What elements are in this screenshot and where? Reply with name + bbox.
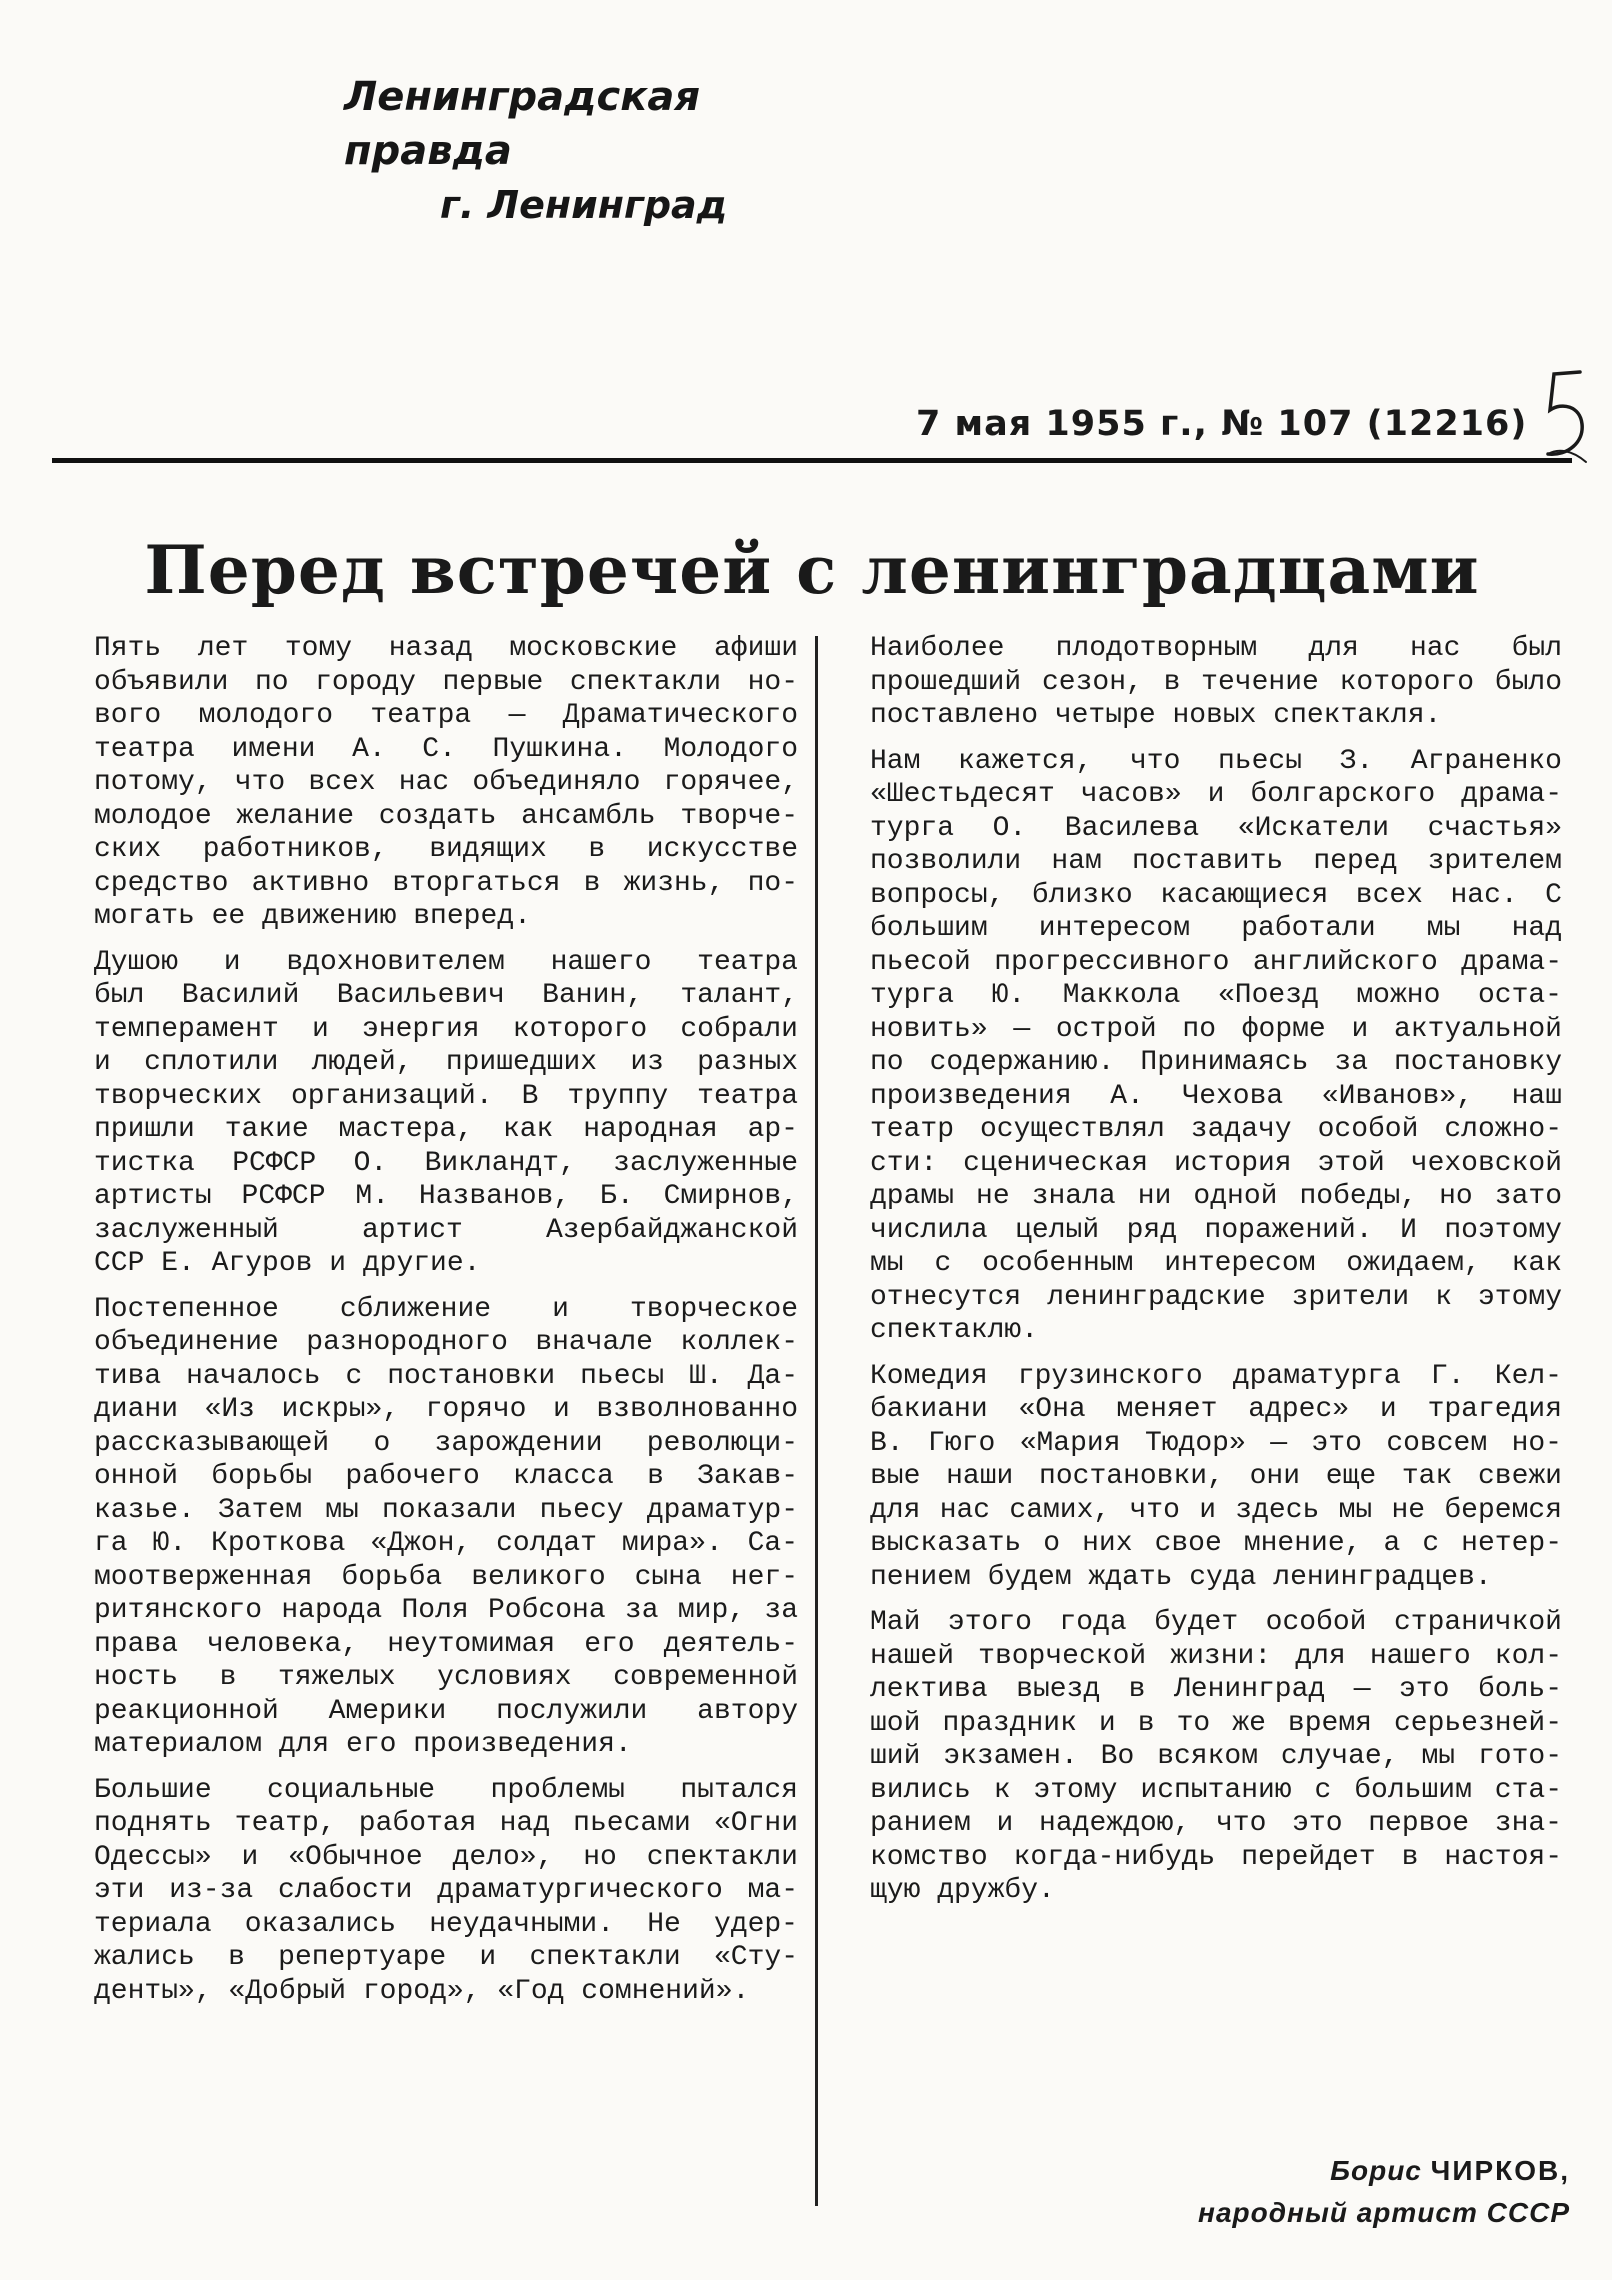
paragraph: [58, 1774, 798, 2009]
text-line: вились к этому испытанию с большим ста-: [870, 1774, 1562, 1806]
text-line: онной борьбы рабочего класса в Закав-: [94, 1461, 798, 1492]
paragraph: [834, 1360, 1562, 1595]
text-line: комство когда-нибудь перейдет в настоя-: [870, 1841, 1562, 1873]
text-line: эти из-за слабости драматургического ма-: [94, 1875, 798, 1906]
text-line: ность в тяжелых условиях современной: [94, 1662, 798, 1693]
issue-dateline: 7 мая 1955 г., № 107 (12216): [916, 404, 1528, 444]
paragraph: [834, 1606, 1562, 1908]
text-line: был Василий Васильевич Ванин, талант,: [94, 980, 798, 1011]
text-line: бакиани «Она меняет адрес» и трагедия: [870, 1394, 1562, 1425]
text-line: новить» — острой по форме и актуальной: [870, 1013, 1562, 1045]
text-line: Душою и вдохновителем нашего театра: [94, 946, 798, 978]
paragraph: [58, 1293, 798, 1762]
text-line: денты», «Добрый город», «Год сомнений».: [94, 1975, 750, 2007]
text-line: средство активно вторгаться в жизнь, по-: [94, 867, 798, 899]
text-line: по содержанию. Принимаясь за постановку: [870, 1047, 1562, 1078]
text-line: молодое желание создать ансамбль творче-: [94, 800, 798, 832]
text-line: отнесутся ленинградские зрители к этому: [870, 1281, 1562, 1313]
text-line: ритянского народа Поля Робсона за мир, за: [94, 1595, 798, 1626]
paragraph: [58, 632, 798, 934]
text-line: турга О. Василева «Искатели счастья»: [870, 812, 1562, 844]
text-line: жались в репертуаре и спектакли «Сту-: [94, 1942, 798, 1973]
text-line: поднять театр, работая над пьесами «Огни: [94, 1808, 798, 1839]
text-line: лектива выезд в Ленинград — это боль-: [870, 1674, 1562, 1705]
text-line: пришли такие мастера, как народная ар-: [94, 1114, 798, 1145]
text-line: спектаклю.: [870, 1315, 1039, 1346]
article-column-right: [834, 632, 1562, 1908]
paragraph: [834, 632, 1562, 733]
text-line: пьесой прогрессивного английского драма-: [870, 946, 1562, 978]
text-line: Нам кажется, что пьесы З. Аграненко: [870, 745, 1562, 777]
text-line: ских работников, видящих в искусстве: [94, 834, 798, 865]
text-line: ССР Е. Агуров и другие.: [94, 1248, 481, 1279]
text-line: Наиболее плодотворным для нас был: [870, 633, 1562, 664]
text-line: ранием и надеждою, что это первое зна-: [870, 1808, 1562, 1839]
text-line: высказать о них свое мнение, а с нетер-: [870, 1528, 1562, 1559]
article-headline: Перед встречей с ленинградцами: [144, 531, 1480, 609]
text-line: моотверженная борьба великого сына нег-: [94, 1561, 798, 1593]
text-line: и сплотили людей, пришедших из разных: [94, 1047, 798, 1078]
text-line: рассказывающей о зарождении революци-: [94, 1427, 798, 1459]
text-line: позволили нам поставить перед зрителем: [870, 846, 1562, 877]
text-line: вые наши постановки, они еще так свежи: [870, 1461, 1562, 1492]
text-line: большим интересом работали мы над: [870, 913, 1562, 944]
text-line: права человека, неутомимая его деятель-: [94, 1628, 798, 1660]
text-line: объявили по городу первые спектакли но-: [94, 666, 798, 698]
author-last-name: ЧИРКОВ,: [1430, 2155, 1570, 2186]
text-line: ший экзамен. Во всяком случае, мы гото-: [870, 1741, 1562, 1772]
text-line: Комедия грузинского драматурга Г. Кел-: [870, 1360, 1562, 1392]
text-line: нашей творческой жизни: для нашего кол-: [870, 1640, 1562, 1672]
article-column-left: [58, 632, 798, 2008]
text-line: шой праздник и в то же время серьезней-: [870, 1707, 1562, 1739]
text-line: для нас самих, что и здесь мы не беремся: [870, 1494, 1562, 1526]
text-line: объединение разнородного вначале коллек-: [94, 1327, 798, 1358]
text-line: тива началось с постановки пьесы Ш. Да-: [94, 1360, 798, 1392]
text-line: диани «Из искры», горячо и взволнованно: [94, 1394, 798, 1425]
text-line: В. Гюго «Мария Тюдор» — это совсем но-: [870, 1427, 1562, 1459]
text-line: мы с особенным интересом ожидаем, как: [870, 1248, 1562, 1279]
paragraph: [58, 946, 798, 1281]
text-line: турга Ю. Маккола «Поезд можно оста-: [870, 980, 1562, 1011]
text-line: казье. Затем мы показали пьесу драматур-: [94, 1494, 798, 1526]
text-line: га Ю. Кроткова «Джон, солдат мира». Са-: [94, 1528, 798, 1559]
text-line: темперамент и энергия которого собрали: [94, 1013, 798, 1045]
text-line: Май этого года будет особой страничкой: [870, 1607, 1562, 1638]
text-line: Большие социальные проблемы пытался: [94, 1774, 798, 1806]
text-line: творческих организаций. В труппу театра: [94, 1080, 798, 1112]
text-line: театра имени А. С. Пушкина. Молодого: [94, 733, 798, 765]
text-line: материалом для его произведения.: [94, 1729, 632, 1760]
header-rule: [52, 458, 1572, 463]
stamp-city: г. Ленинград: [440, 183, 728, 227]
handwritten-page-mark-5: [1540, 358, 1590, 468]
text-line: пением будем ждать суда ленинградцев.: [870, 1561, 1492, 1593]
text-line: Постепенное сближение и творческое: [94, 1293, 798, 1325]
text-line: Пять лет тому назад московские афиши: [94, 633, 798, 664]
text-line: театр осуществлял задачу особой сложно-: [870, 1114, 1562, 1145]
text-line: реакционной Америки послужили автору: [94, 1695, 798, 1727]
author-first-name: Борис: [1330, 2155, 1422, 2186]
text-line: прошедший сезон, в течение которого было: [870, 666, 1562, 698]
text-line: драмы не знала ни одной победы, но зато: [870, 1181, 1562, 1212]
author-signature: [1120, 2150, 1570, 2234]
text-line: могать ее движению вперед.: [94, 901, 531, 932]
stamp-newspaper-name: Ленинградская правда: [344, 74, 701, 174]
text-line: потому, что всех нас объединяло горячее,: [94, 767, 798, 798]
author-title: народный артист СССР: [1198, 2197, 1570, 2228]
text-line: числила целый ряд поражений. И поэтому: [870, 1214, 1562, 1246]
text-line: «Шестьдесят часов» и болгарского драма-: [870, 779, 1562, 810]
author-name: [1120, 2150, 1570, 2192]
text-line: произведения А. Чехова «Иванов», наш: [870, 1080, 1562, 1112]
text-line: вопросы, близко касающиеся всех нас. С: [870, 879, 1562, 911]
text-line: щую дружбу.: [870, 1875, 1055, 1906]
text-line: тистка РСФСР О. Викландт, заслуженные: [94, 1147, 798, 1179]
text-line: заслуженный артист Азербайджанской: [94, 1214, 798, 1246]
column-divider: [815, 636, 818, 2206]
text-line: териала оказались неудачными. Не удер-: [94, 1908, 798, 1940]
text-line: артисты РСФСР М. Названов, Б. Смирнов,: [94, 1181, 798, 1212]
text-line: поставлено четыре новых спектакля.: [870, 700, 1442, 731]
text-line: Одессы» и «Обычное дело», но спектакли: [94, 1841, 798, 1873]
text-line: сти: сценическая история этой чеховской: [870, 1147, 1562, 1179]
paragraph: [834, 745, 1562, 1348]
text-line: вого молодого театра — Драматического: [94, 700, 798, 731]
newspaper-stamp: [320, 70, 880, 232]
